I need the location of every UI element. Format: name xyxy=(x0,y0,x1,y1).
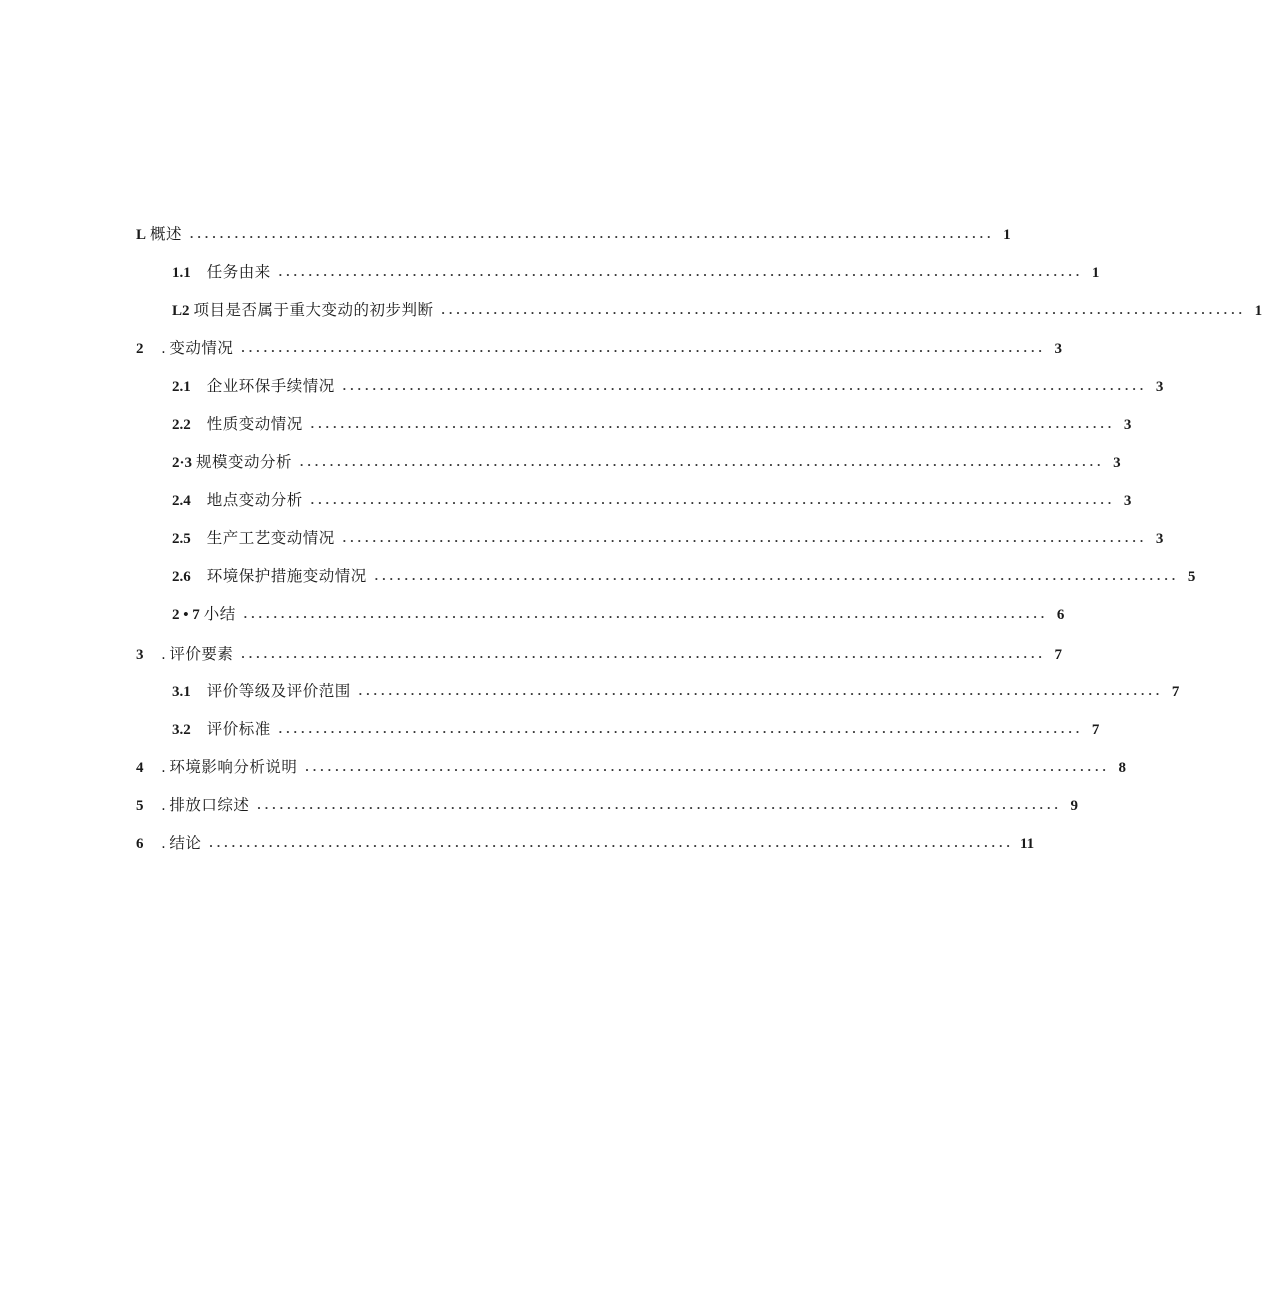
toc-page-number: 7 xyxy=(1171,684,1180,700)
toc-number: 4 xyxy=(136,760,144,776)
dot-leader: ............................................................................................................ xyxy=(358,683,1164,698)
toc-entry-5[interactable] xyxy=(136,793,1078,817)
toc-entry-2-2[interactable] xyxy=(172,412,1132,436)
toc-number: 1.1 xyxy=(172,265,191,281)
toc-page-number: 3 xyxy=(1155,379,1164,395)
dot-leader: ............................................................................................................ xyxy=(243,606,1049,621)
dot-leader: ............................................................................................................ xyxy=(310,492,1116,507)
toc-entry-1-1[interactable] xyxy=(172,260,1100,284)
toc-page-number: 3 xyxy=(1155,531,1164,547)
toc-number: 2.2 xyxy=(172,417,191,433)
toc-title: 地点变动分析 xyxy=(206,491,303,509)
toc-separator: . xyxy=(161,835,166,852)
toc-entry-2[interactable] xyxy=(136,336,1062,360)
toc-title: 评价等级及评价范围 xyxy=(206,682,351,700)
toc-page-number: 3 xyxy=(1113,455,1121,471)
toc-page-number: 11 xyxy=(1020,836,1035,852)
toc-separator: . xyxy=(161,759,166,776)
toc-page-number: 9 xyxy=(1070,798,1078,814)
toc-entry-2-3[interactable] xyxy=(172,450,1121,474)
dot-leader: ............................................................................................................ xyxy=(441,302,1247,317)
toc-title: 评价要素 xyxy=(169,645,234,663)
toc-title: 结论 xyxy=(169,834,202,852)
toc-separator: . xyxy=(161,646,166,663)
dot-leader: ............................................................................................................ xyxy=(278,721,1084,736)
dot-leader: ............................................................................................................ xyxy=(310,416,1116,431)
toc-page-number: 8 xyxy=(1118,760,1126,776)
toc-entry-3[interactable] xyxy=(136,642,1062,666)
dot-leader: ............................................................................................................ xyxy=(257,797,1062,812)
toc-entry-2-1[interactable] xyxy=(172,374,1164,398)
toc-page-number: 3 xyxy=(1123,493,1132,509)
toc-number: 3.2 xyxy=(172,722,191,738)
dot-leader: ............................................................................................................ xyxy=(305,759,1110,774)
toc-separator: . xyxy=(161,797,166,814)
toc-entry-3-2[interactable] xyxy=(172,717,1100,741)
toc-number: 2 xyxy=(136,341,144,357)
toc-entry-1-2[interactable] xyxy=(172,298,1262,322)
dot-leader: ............................................................................................................ xyxy=(278,264,1084,279)
toc-page-number: 7 xyxy=(1091,722,1100,738)
toc-title: 环境影响分析说明 xyxy=(169,758,298,776)
toc-number: 3.1 xyxy=(172,684,191,700)
toc-title: 任务由来 xyxy=(206,263,271,281)
toc-number: L xyxy=(136,227,147,243)
toc-page-number: 1 xyxy=(1091,265,1100,281)
toc-entry-1[interactable] xyxy=(136,222,1011,246)
toc-separator: . xyxy=(161,340,166,357)
toc-title: 企业环保手续情况 xyxy=(206,377,335,395)
dot-leader: ............................................................................................................ xyxy=(209,835,1014,850)
toc-title: 项目是否属于重大变动的初步判断 xyxy=(193,301,434,319)
toc-title: 性质变动情况 xyxy=(206,415,303,433)
dot-leader: ............................................................................................................ xyxy=(374,568,1180,583)
dot-leader: ............................................................................................................ xyxy=(342,378,1148,393)
toc-page-number: 6 xyxy=(1056,607,1065,623)
toc-number: 5 xyxy=(136,798,144,814)
toc-number: 2·3 xyxy=(172,455,193,471)
toc-page-number: 3 xyxy=(1054,341,1062,357)
toc-title: 变动情况 xyxy=(169,339,234,357)
toc-entry-2-6[interactable] xyxy=(172,564,1196,588)
toc-page-number: 7 xyxy=(1054,647,1062,663)
toc-entry-2-5[interactable] xyxy=(172,526,1164,550)
toc-title: 小结 xyxy=(203,605,236,623)
toc-page-number: 3 xyxy=(1123,417,1132,433)
dot-leader: ............................................................................................................ xyxy=(241,340,1046,355)
toc-title: 评价标准 xyxy=(206,720,271,738)
toc-page-number: 1 xyxy=(1003,227,1011,243)
toc-entry-2-7[interactable] xyxy=(172,602,1065,626)
dot-leader: ............................................................................................................ xyxy=(342,530,1148,545)
toc-number: 2.6 xyxy=(172,569,191,585)
toc-title: 环境保护措施变动情况 xyxy=(206,567,367,585)
toc-title: 规模变动分析 xyxy=(196,453,293,471)
toc-number: 2.1 xyxy=(172,379,191,395)
toc-page-number: 1 xyxy=(1254,303,1262,319)
toc-entry-3-1[interactable] xyxy=(172,679,1180,703)
toc-number: 2 • 7 xyxy=(172,607,200,623)
toc-title: 生产工艺变动情况 xyxy=(206,529,335,547)
toc-page-number: 5 xyxy=(1187,569,1196,585)
dot-leader: ............................................................................................................ xyxy=(300,454,1105,469)
toc-title: 概述 xyxy=(150,225,183,243)
dot-leader: ............................................................................................................ xyxy=(190,226,995,241)
dot-leader: ............................................................................................................ xyxy=(241,646,1046,661)
toc-entry-6[interactable] xyxy=(136,831,1035,855)
toc-number: 3 xyxy=(136,647,144,663)
toc-title: 排放口综述 xyxy=(169,796,250,814)
toc-entry-4[interactable] xyxy=(136,755,1126,779)
toc-number: L2 xyxy=(172,303,190,319)
toc-number: 2.4 xyxy=(172,493,191,509)
toc-number: 2.5 xyxy=(172,531,191,547)
toc-entry-2-4[interactable] xyxy=(172,488,1132,512)
toc-number: 6 xyxy=(136,836,144,852)
